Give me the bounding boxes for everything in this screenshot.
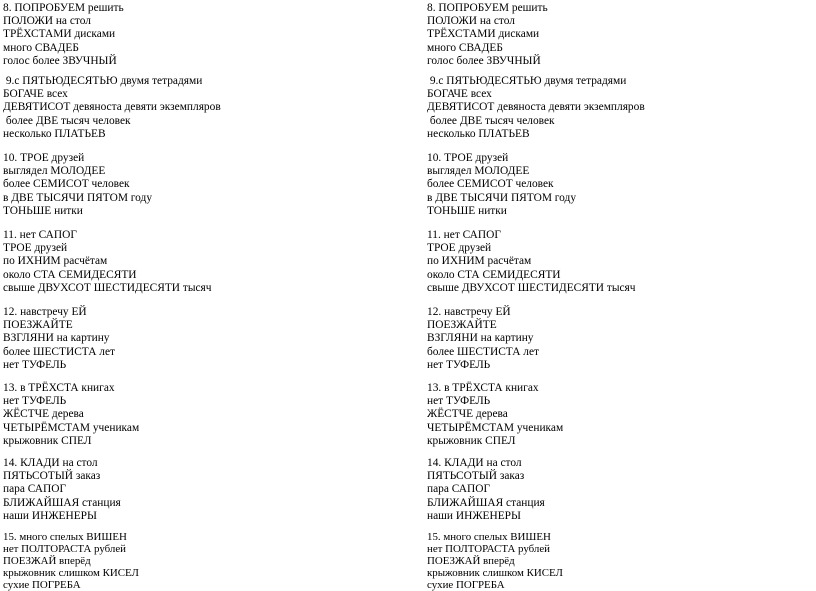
exercise-line: ДЕВЯТИСОТ девяноста девяти экземпляров (427, 101, 645, 114)
exercise-line: ДЕВЯТИСОТ девяноста девяти экземпляров (3, 101, 221, 114)
exercise-line: выглядел МОЛОДЕЕ (427, 165, 530, 178)
exercise-heading-line: 15. много спелых ВИШЕН (3, 531, 127, 543)
exercise-line: в ДВЕ ТЫСЯЧИ ПЯТОМ году (3, 191, 153, 204)
exercise-line: ЧЕТЫРЁМСТАМ ученикам (3, 421, 140, 434)
exercise-line: около СТА СЕМИДЕСЯТИ (3, 268, 137, 281)
exercise-line: нет ТУФЕЛЬ (3, 395, 67, 408)
exercise-line: ТОНЬШЕ нитки (3, 204, 83, 217)
right-exercise-block (427, 75, 645, 141)
exercise-heading-line: 11. нет САПОГ (3, 229, 77, 241)
right-exercise-block (427, 457, 545, 523)
exercise-line: ПЯТЬСОТЫЙ заказ (3, 470, 101, 483)
exercise-line: нет ТУФЕЛЬ (427, 395, 491, 408)
exercise-line: по ИХНИМ расчётам (427, 255, 532, 268)
exercise-line: ПОЛОЖИ на стол (3, 15, 91, 28)
exercise-line: много СВАДЕБ (3, 41, 79, 54)
exercise-line: ЧЕТЫРЁМСТАМ ученикам (427, 421, 564, 434)
exercise-line: ТРОЕ друзей (427, 242, 492, 255)
exercise-line: более СЕМИСОТ человек (3, 178, 130, 191)
exercise-line: ПОЕЗЖАЙ вперёд (427, 555, 515, 568)
right-exercise-block (427, 2, 548, 68)
exercise-heading-line: 9.с ПЯТЬЮДЕСЯТЬЮ двумя тетрадями (427, 75, 627, 87)
exercise-heading-line: 14. КЛАДИ на стол (3, 457, 98, 469)
exercise-line: ПОЕЗЖАЙТЕ (427, 319, 497, 332)
left-exercise-block (3, 75, 221, 141)
exercise-line: сухие ПОГРЕБА (3, 579, 81, 591)
exercise-heading-line: 14. КЛАДИ на стол (427, 457, 522, 469)
exercise-line: по ИХНИМ расчётам (3, 255, 108, 268)
exercise-line: голос более ЗВУЧНЫЙ (427, 54, 541, 67)
exercise-heading-line: 8. ПОПРОБУЕМ решить (427, 2, 548, 14)
exercise-line: ПОЛОЖИ на стол (427, 15, 515, 28)
exercise-line: крыжовник слишком КИСЕЛ (3, 567, 139, 580)
exercise-line: в ДВЕ ТЫСЯЧИ ПЯТОМ году (427, 191, 577, 204)
exercise-line: нет ТУФЕЛЬ (3, 358, 67, 371)
exercise-heading-line: 10. ТРОЕ друзей (3, 152, 85, 164)
exercise-line: ТОНЬШЕ нитки (427, 204, 507, 217)
exercise-line: выглядел МОЛОДЕЕ (3, 165, 106, 178)
exercise-line: наши ИНЖЕНЕРЫ (3, 509, 97, 522)
left-exercise-block (3, 531, 139, 591)
exercise-line: крыжовник слишком КИСЕЛ (427, 567, 563, 580)
exercise-line: крыжовник СПЕЛ (3, 434, 92, 447)
exercise-line: БЛИЖАЙШАЯ станция (3, 496, 121, 509)
exercise-heading-line: 11. нет САПОГ (427, 229, 501, 241)
exercise-line: более ДВЕ тысяч человек (3, 114, 131, 127)
exercise-line: крыжовник СПЕЛ (427, 434, 516, 447)
right-exercise-block (427, 152, 576, 218)
exercise-line: более ДВЕ тысяч человек (427, 114, 555, 127)
exercise-line: ПОЕЗЖАЙ вперёд (3, 555, 91, 568)
exercise-heading-line: 15. много спелых ВИШЕН (427, 531, 551, 543)
exercise-line: ПЯТЬСОТЫЙ заказ (427, 470, 525, 483)
exercise-line: ВЗГЛЯНИ на картину (427, 332, 534, 345)
exercise-line: нет ТУФЕЛЬ (427, 358, 491, 371)
exercise-line: ВЗГЛЯНИ на картину (3, 332, 110, 345)
exercise-line: ЖЁСТЧЕ дерева (3, 408, 84, 421)
left-exercise-block (3, 2, 124, 68)
exercise-line: более ШЕСТИСТА лет (3, 345, 115, 358)
exercise-heading-line: 13. в ТРЁХСТА книгах (427, 382, 539, 394)
exercise-line: несколько ПЛАТЬЕВ (427, 127, 530, 140)
exercise-line: БОГАЧЕ всех (3, 88, 68, 101)
exercise-line: более СЕМИСОТ человек (427, 178, 554, 191)
exercise-line: ТРЁХСТАМИ дисками (3, 28, 116, 41)
exercise-line: более ШЕСТИСТА лет (427, 345, 539, 358)
exercise-heading-line: 9.с ПЯТЬЮДЕСЯТЬЮ двумя тетрадями (3, 75, 203, 87)
exercise-line: около СТА СЕМИДЕСЯТИ (427, 268, 561, 281)
exercise-line: БЛИЖАЙШАЯ станция (427, 496, 545, 509)
exercise-heading-line: 10. ТРОЕ друзей (427, 152, 509, 164)
exercise-line: свыше ДВУХСОТ ШЕСТИДЕСЯТИ тысяч (427, 281, 636, 294)
exercise-line: пара САПОГ (427, 483, 491, 496)
exercise-line: сухие ПОГРЕБА (427, 579, 505, 591)
right-exercise-block (427, 531, 563, 591)
exercise-heading-line: 12. навстречу ЕЙ (3, 306, 87, 318)
right-exercise-block (427, 382, 563, 448)
left-exercise-block (3, 457, 121, 523)
exercise-line: нет ПОЛТОРАСТА рублей (427, 543, 551, 556)
left-exercise-block (3, 229, 212, 295)
exercise-line: свыше ДВУХСОТ ШЕСТИДЕСЯТИ тысяч (3, 281, 212, 294)
right-exercise-block (427, 306, 539, 372)
exercise-line: наши ИНЖЕНЕРЫ (427, 509, 521, 522)
exercise-line: ТРЁХСТАМИ дисками (427, 28, 540, 41)
exercise-heading-line: 8. ПОПРОБУЕМ решить (3, 2, 124, 14)
exercise-heading-line: 13. в ТРЁХСТА книгах (3, 382, 115, 394)
exercise-line: пара САПОГ (3, 483, 67, 496)
left-exercise-block (3, 306, 115, 372)
exercise-line: голос более ЗВУЧНЫЙ (3, 54, 117, 67)
left-exercise-block (3, 382, 139, 448)
right-exercise-block (427, 229, 636, 295)
exercise-line: БОГАЧЕ всех (427, 88, 492, 101)
exercise-line: ТРОЕ друзей (3, 242, 68, 255)
exercise-line: ПОЕЗЖАЙТЕ (3, 319, 73, 332)
exercise-line: несколько ПЛАТЬЕВ (3, 127, 106, 140)
exercise-line: нет ПОЛТОРАСТА рублей (3, 543, 127, 556)
exercise-line: ЖЁСТЧЕ дерева (427, 408, 508, 421)
exercise-heading-line: 12. навстречу ЕЙ (427, 306, 511, 318)
left-exercise-block (3, 152, 152, 218)
exercise-line: много СВАДЕБ (427, 41, 503, 54)
